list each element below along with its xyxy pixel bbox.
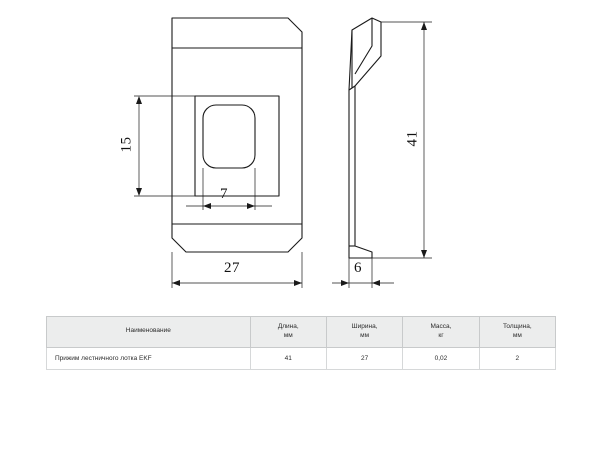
table-row: [47, 347, 556, 369]
front-view-outline: [172, 18, 302, 252]
column-header-mass: [403, 317, 479, 348]
column-header-mass-label: Масса,: [430, 323, 452, 330]
dimension-label-7: 7: [220, 186, 228, 202]
dimension-label-6: 6: [354, 260, 362, 276]
arrow-27-right: [294, 280, 302, 286]
arrow-41-top: [421, 22, 427, 30]
column-header-name: [47, 317, 251, 348]
specification-table: [46, 316, 556, 370]
cell-product-name: Прижим лестничного лотка EKF: [47, 347, 251, 369]
column-header-length-label: Длина,: [277, 323, 299, 330]
cell-length: 41: [250, 347, 326, 369]
column-header-length: [250, 317, 326, 348]
arrow-7-left: [203, 203, 211, 209]
column-header-width: [326, 317, 402, 348]
column-header-width-label: Ширина,: [351, 323, 378, 330]
arrow-6-right: [372, 280, 380, 286]
dimension-label-41: 41: [404, 130, 421, 147]
column-header-width-unit: мм: [360, 331, 370, 339]
front-slot: [203, 105, 255, 168]
dimension-label-27: 27: [224, 260, 240, 276]
arrow-6-left: [341, 280, 349, 286]
arrow-27-left: [172, 280, 180, 286]
arrow-41-bottom: [421, 250, 427, 258]
arrow-7-right: [247, 203, 255, 209]
dimension-label-15: 15: [118, 136, 135, 153]
column-header-thickness-label: Толщина,: [502, 323, 532, 330]
table-header-row: [47, 317, 556, 348]
column-header-thickness: [479, 317, 555, 348]
column-header-length-unit: мм: [283, 331, 293, 339]
cell-mass: 0,02: [403, 347, 479, 369]
side-view-outline: [349, 18, 381, 258]
cell-thickness: 2: [479, 347, 555, 369]
arrow-15-bottom: [136, 188, 142, 196]
front-boss-outline: [195, 96, 279, 196]
cell-width: 27: [326, 347, 402, 369]
arrow-15-top: [136, 96, 142, 104]
column-header-name-label: Наименование: [125, 327, 171, 335]
column-header-thickness-unit: мм: [512, 331, 522, 339]
column-header-mass-unit: кг: [438, 331, 444, 339]
